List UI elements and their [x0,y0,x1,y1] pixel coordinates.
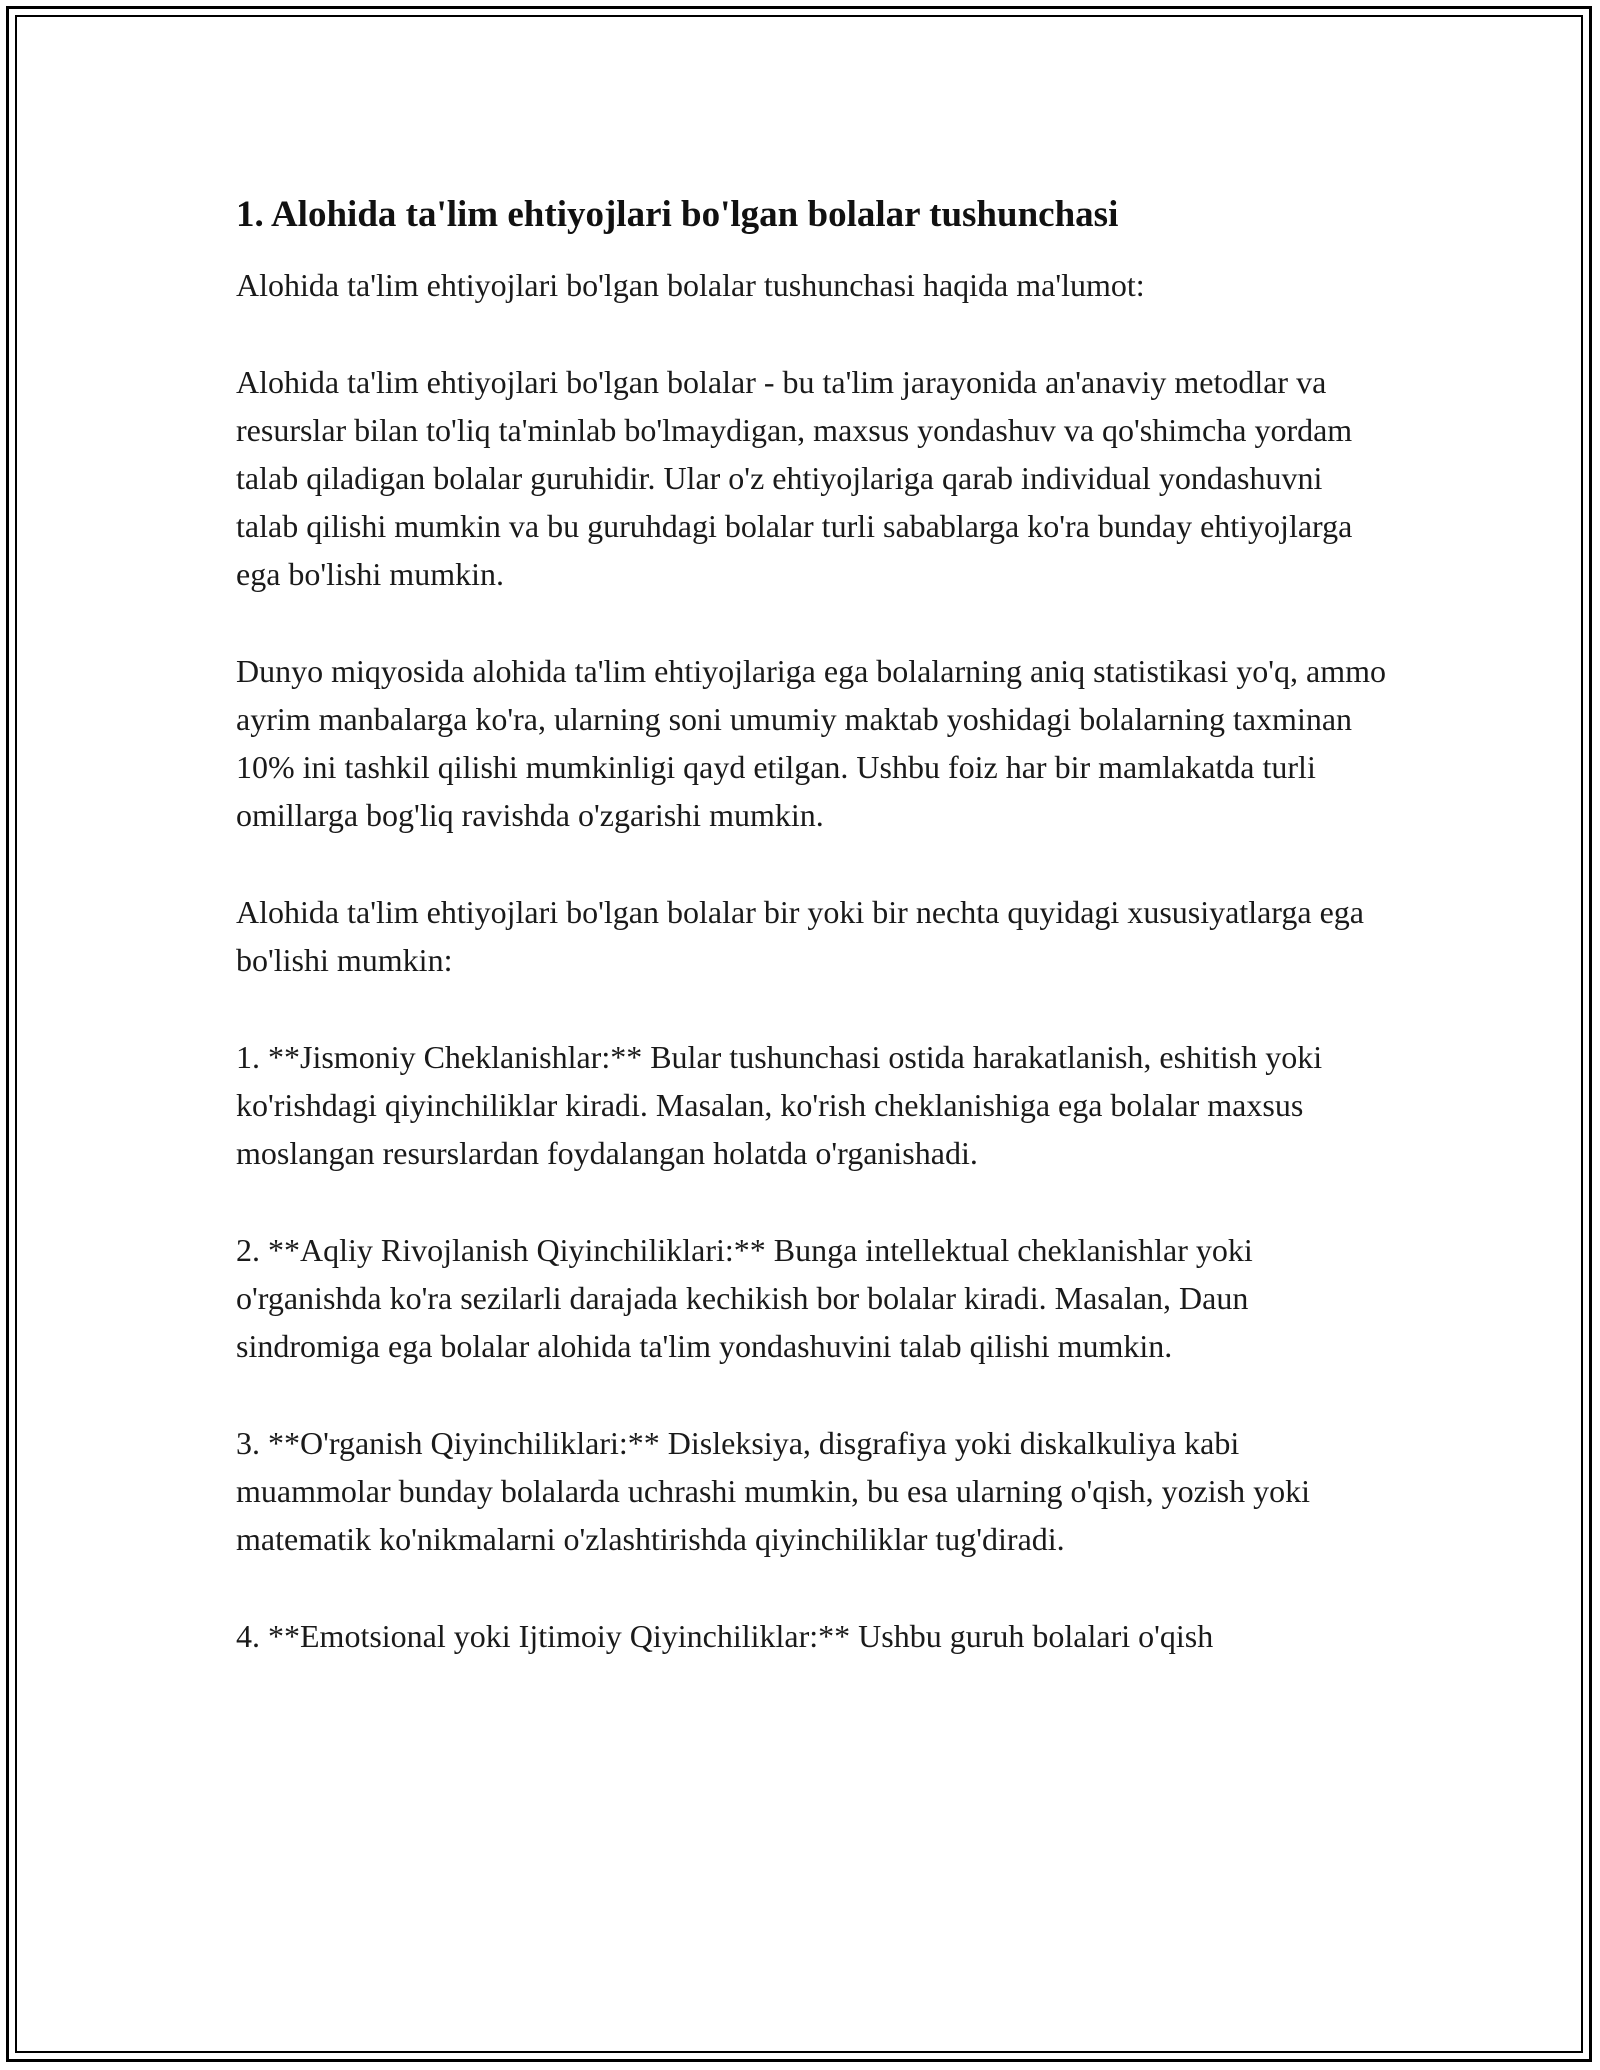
list-item-emotional: 4. **Emotsional yoki Ijtimoiy Qiyinchiliklar:** Ushbu guruh bolalari o'qish [236,1618,1214,1654]
list-item-mental: 2. **Aqliy Rivojlanish Qiyinchiliklari:** Bunga intellektual cheklanishlar yoki o'rganishda ko'ra sezilarli darajada kechikish bor bolalar kiradi. Masalan, Daun sindromiga ega bolalar alohida ta'lim yondashuvini talab qilishi mumkin. [236,1232,1253,1364]
document-body [236,187,1386,1660]
document-title: 1. Alohida ta'lim ehtiyojlari bo'lgan bolalar tushunchasi [236,194,1119,235]
list-item-learning: 3. **O'rganish Qiyinchiliklari:** Disleksiya, disgrafiya yoki diskalkuliya kabi muammolar bunday bolalarda uchrashi mumkin, bu esa ularning o'qish, yozish yoki matematik ko'nikmalarni o'zlashtirishda qiyinchiliklar tug'diradi. [236,1425,1310,1557]
intro-paragraph: Alohida ta'lim ehtiyojlari bo'lgan bolalar tushunchasi haqida ma'lumot: [236,267,1145,303]
characteristics-intro-paragraph: Alohida ta'lim ehtiyojlari bo'lgan bolalar bir yoki bir nechta quyidagi xususiyatlarga ega bo'lishi mumkin: [236,894,1364,978]
list-item-physical: 1. **Jismoniy Cheklanishlar:** Bular tushunchasi ostida harakatlanish, eshitish yoki ko'rishdagi qiyinchiliklar kiradi. Masalan, ko'rish cheklanishiga ega bolalar maxsus moslangan resurslardan foydalangan holatda o'rganishadi. [236,1039,1323,1171]
definition-paragraph: Alohida ta'lim ehtiyojlari bo'lgan bolalar - bu ta'lim jarayonida an'anaviy metodlar va resurslar bilan to'liq ta'minlab bo'lmaydigan, maxsus yondashuv va qo'shimcha yordam talab qiladigan bolalar guruhidir. Ular o'z ehtiyojlariga qarab individual yondashuvni talab qilishi mumkin va bu guruhdagi bolalar turli sabablarga ko'ra bunday ehtiyojlarga ega bo'lishi mumkin. [236,364,1353,592]
statistics-paragraph: Dunyo miqyosida alohida ta'lim ehtiyojlariga ega bolalarning aniq statistikasi yo'q, ammo ayrim manbalarga ko'ra, ularning soni umumiy maktab yoshidagi bolalarning taxminan 10% ini tashkil qilishi mumkinligi qayd etilgan. Ushbu foiz har bir mamlakatda turli omillarga bog'liq ravishda o'zgarishi mumkin. [236,653,1386,833]
